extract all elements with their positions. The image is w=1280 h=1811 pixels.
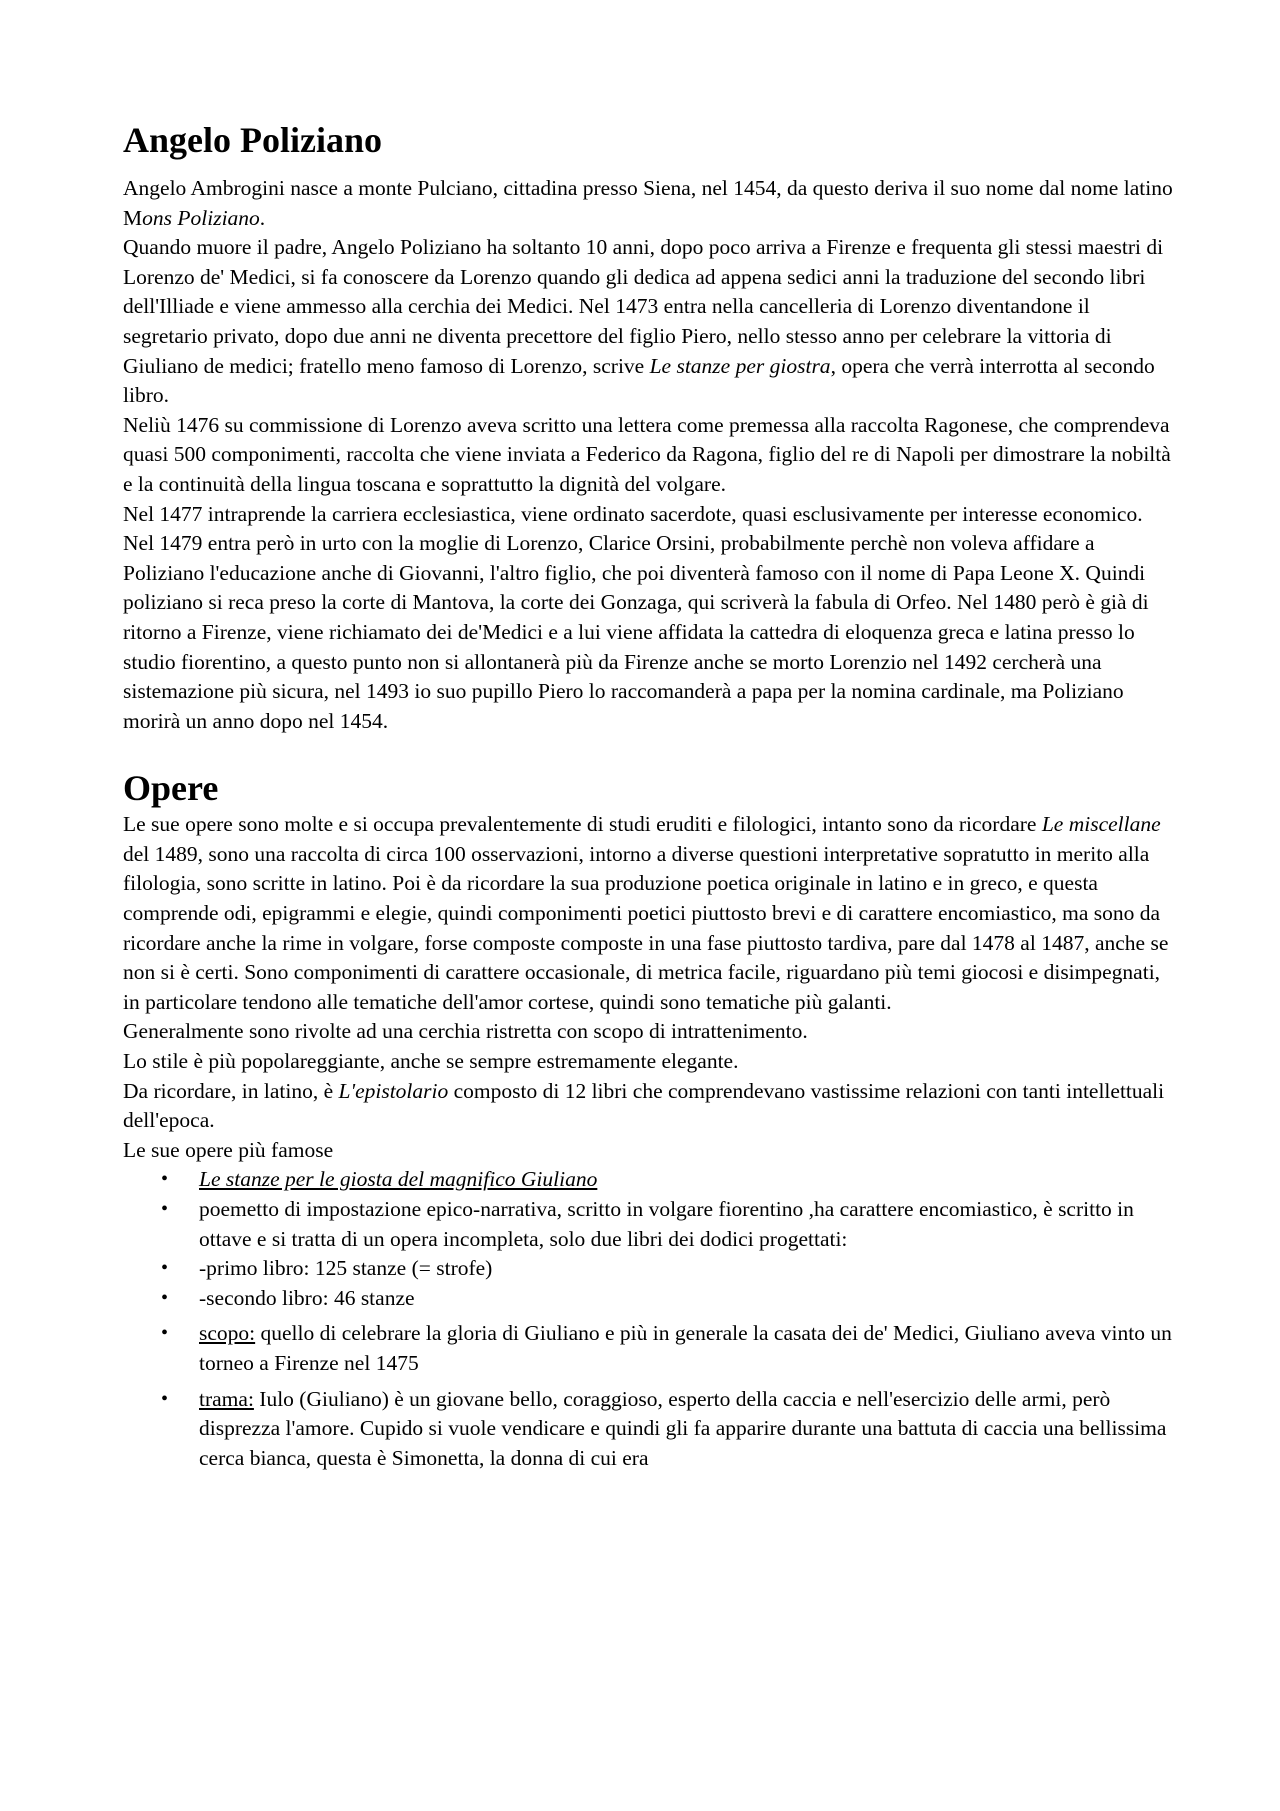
bio-p1-latin-name: ons Poliziano <box>142 205 260 230</box>
bio-p2-work-title: Le stanze per giostra <box>649 353 831 378</box>
bullet-icon: • <box>161 1168 169 1191</box>
bio-p2-text: Quando muore il padre, Angelo Poliziano ha soltanto 10 anni, dopo poco arriva a Firenze e frequenta gli stessi maestri di Lorenzo de' Medici, si fa conoscere da Lorenzo quando gli dedica ad appena sedici anni la traduzione del secondo libri dell'Illiade e viene ammesso alla cerchia dei Medici. Nel 1473 entra nella cancelleria di Lorenzo diventandone il segretario privato, dopo due anni ne diventa precettore del figlio Piero, nello stesso anno per celebrare la vittoria di Giuliano de medici; fratello meno famoso di Lorenzo, scrive <box>123 235 1164 378</box>
list-item <box>161 1319 1173 1378</box>
opere-paragraph-2: Generalmente sono rivolte ad una cerchia ristretta con scopo di intrattenimento. <box>123 1019 808 1044</box>
list-item-text: Iulo (Giuliano) è un giovane bello, coraggioso, esperto della caccia e nell'esercizio delle armi, però disprezza l'amore. Cupido si vuole vendicare e quindi gli fa apparire durante una battuta di caccia una bellissima cerca bianca, questa è Simonetta, la donna di cui era <box>199 1386 1167 1470</box>
list-item-work-title: Le stanze per le giosta del magnifico Giuliano <box>199 1167 598 1192</box>
bio-paragraph-1 <box>123 174 1173 233</box>
bio-p2-end: , opera che verrà interrotta al secondo libro. <box>123 353 1155 408</box>
opere-paragraph-1 <box>123 810 1173 1017</box>
bullet-icon: • <box>161 1286 169 1309</box>
list-item <box>161 1165 1173 1195</box>
document-page <box>123 118 1173 1473</box>
opere-p1-end: del 1489, sono una raccolta di circa 100 osservazioni, intorno a diverse questioni interpretative sopratutto in merito alla filologia, sono scritte in latino. Poi è da ricordare la sua produzione poetica originale in latino e in greco, e questa comprende odi, epigrammi e elegie, quindi componimenti poetici piuttosto brevi e di carattere encomiastico, ma sono da ricordare anche la rime in volgare, forse composte composte in una fase piuttosto tardiva, pare dal 1478 al 1487, anche se non si è certi. Sono componimenti di carattere occasionale, di metrica facile, riguardano più temi giocosi e disimpegnati, in particolare tendono alle tematiche dell'amor cortese, quindi sono tematiche più galanti. <box>123 841 1169 1014</box>
list-item <box>161 1254 1173 1284</box>
bio-paragraph-2 <box>123 233 1173 411</box>
list-item-text: -secondo libro: 46 stanze <box>199 1285 415 1310</box>
opere-paragraph-4 <box>123 1077 1173 1136</box>
bullet-icon: • <box>161 1257 169 1280</box>
bio-p1-end: . <box>259 205 266 230</box>
list-item <box>161 1385 1173 1474</box>
bio-p1-text: Angelo Ambrogini nasce a monte Pulciano, cittadina presso Siena, nel 1454, da questo deriva il suo nome dal nome latino M <box>123 176 1173 230</box>
opere-paragraph-5: Le sue opere più famose <box>123 1137 334 1162</box>
list-item <box>161 1284 1173 1314</box>
opere-paragraph-3: Lo stile è più popolareggiante, anche se sempre estremamente elegante. <box>123 1049 739 1074</box>
list-item-label: trama: <box>199 1386 254 1411</box>
opere-p1-work-title: Le miscellane <box>1041 812 1161 837</box>
bio-paragraph-3: Neliù 1476 su commissione di Lorenzo aveva scritto una lettera come premessa alla raccolta Ragonese, che comprendeva quasi 500 componimenti, raccolta che viene inviata a Federico da Ragona, figlio del re di Napoli per dimostrare la nobiltà e la continuità della lingua toscana e soprattutto la dignità del volgare. <box>123 412 1171 496</box>
list-item-label: scopo: <box>199 1321 256 1346</box>
bullet-icon: • <box>161 1387 169 1410</box>
opere-p4-text: Da ricordare, in latino, è <box>123 1078 339 1103</box>
works-list <box>123 1165 1173 1473</box>
list-item-text: poemetto di impostazione epico-narrativa, scritto in volgare fiorentino ,ha carattere encomiastico, è scritto in ottave e si tratta di un opera incompleta, solo due libri dei dodici progettati: <box>199 1197 1134 1251</box>
list-item-text: -primo libro: 125 stanze (= strofe) <box>199 1256 493 1281</box>
opere-p1-text: Le sue opere sono molte e si occupa prevalentemente di studi eruditi e filologici, intanto sono da ricordare <box>123 812 1042 837</box>
page-title: Angelo Poliziano <box>123 120 382 160</box>
list-item <box>161 1195 1173 1254</box>
bio-paragraph-4: Nel 1477 intraprende la carriera ecclesiastica, viene ordinato sacerdote, quasi esclusivamente per interesse economico. Nel 1479 entra però in urto con la moglie di Lorenzo, Clarice Orsini, probabilmente perchè non voleva affidare a Poliziano l'educazione anche di Giovanni, l'altro figlio, che poi diventerà famoso con il nome di Papa Leone X. Quindi poliziano si reca preso la corte di Mantova, la corte dei Gonzaga, qui scriverà la fabula di Orfeo. Nel 1480 però è già di ritorno a Firenze, viene richiamato dei de'Medici e a lui viene affidata la cattedra di eloquenza greca e latina presso lo studio fiorentino, a questo punto non si allontanerà più da Firenze anche se morto Lorenzio nel 1492 cercherà una sistemazione più sicura, nel 1493 io suo pupillo Piero lo raccomanderà a papa per la nomina cardinale, ma Poliziano morirà un anno dopo nel 1454. <box>123 501 1149 733</box>
section-heading-opere: Opere <box>123 768 219 809</box>
list-item-text: quello di celebrare la gloria di Giuliano e più in generale la casata dei de' Medici, Giuliano aveva vinto un torneo a Firenze nel 1475 <box>199 1321 1172 1375</box>
opere-p4-end: composto di 12 libri che comprendevano vastissime relazioni con tanti intellettuali dell'epoca. <box>123 1078 1165 1133</box>
bullet-icon: • <box>161 1322 169 1345</box>
bullet-icon: • <box>161 1198 169 1220</box>
opere-p4-work-title: L'epistolario <box>338 1078 449 1103</box>
